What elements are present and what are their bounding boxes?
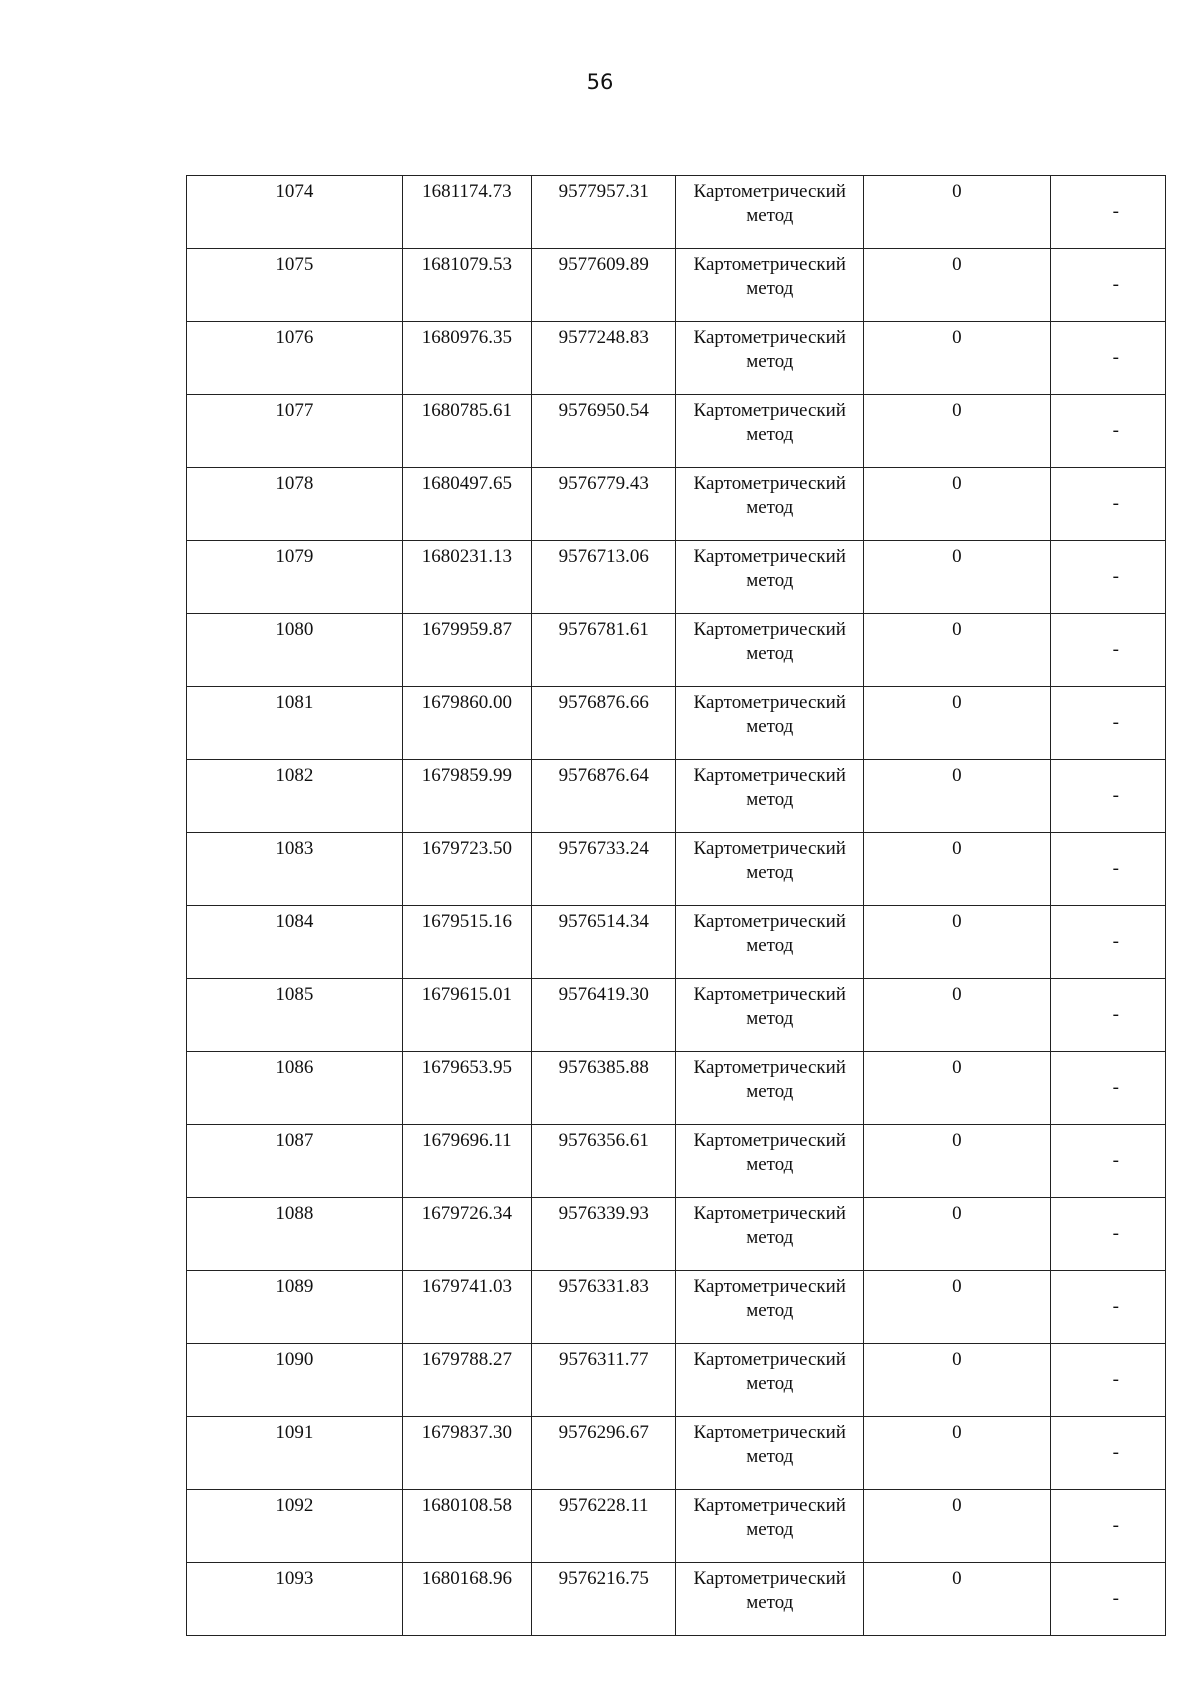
point-number-cell-text: 1082: [275, 765, 314, 786]
x-coordinate-cell-text: 1681174.73: [422, 181, 512, 202]
method-cell: [676, 395, 864, 468]
x-coordinate-cell: [402, 614, 531, 687]
point-number-cell: [187, 1198, 403, 1271]
method-cell: [676, 1417, 864, 1490]
table-row: [187, 249, 1166, 322]
x-coordinate-cell: [402, 541, 531, 614]
point-number-cell-text: 1088: [275, 1203, 314, 1224]
x-coordinate-cell-text: 1680497.65: [421, 473, 512, 494]
point-number-cell-text: 1075: [275, 254, 314, 275]
y-coordinate-cell-text: 9576419.30: [558, 984, 649, 1005]
method-cell: [676, 176, 864, 249]
method-cell-text: Картометрический метод: [693, 181, 846, 226]
point-number-cell-text: 1079: [275, 546, 314, 567]
method-cell: [676, 833, 864, 906]
note-cell: [1050, 833, 1165, 906]
coordinates-table-body: [187, 176, 1166, 1636]
point-number-cell-text: 1081: [275, 692, 314, 713]
x-coordinate-cell-text: 1679726.34: [421, 1203, 512, 1224]
y-coordinate-cell: [532, 249, 676, 322]
table-row: [187, 614, 1166, 687]
error-cell: [864, 176, 1051, 249]
error-cell-text: 0: [952, 1568, 962, 1589]
point-number-cell: [187, 1490, 403, 1563]
note-cell-text: -: [1112, 1004, 1119, 1025]
method-cell-text: Картометрический метод: [693, 254, 846, 299]
note-cell: [1050, 468, 1165, 541]
note-cell: [1050, 906, 1165, 979]
method-cell: [676, 541, 864, 614]
x-coordinate-cell: [402, 249, 531, 322]
x-coordinate-cell: [402, 1344, 531, 1417]
x-coordinate-cell-text: 1680108.58: [421, 1495, 512, 1516]
error-cell-text: 0: [952, 692, 962, 713]
table-row: [187, 1198, 1166, 1271]
method-cell-text: Картометрический метод: [693, 984, 846, 1029]
point-number-cell: [187, 906, 403, 979]
y-coordinate-cell: [532, 322, 676, 395]
note-cell-text: -: [1112, 1077, 1119, 1098]
y-coordinate-cell-text: 9576296.67: [558, 1422, 649, 1443]
error-cell-text: 0: [952, 1349, 962, 1370]
note-cell: [1050, 1490, 1165, 1563]
x-coordinate-cell: [402, 833, 531, 906]
note-cell-text: -: [1112, 1515, 1119, 1536]
method-cell-text: Картометрический метод: [693, 546, 846, 591]
x-coordinate-cell: [402, 1052, 531, 1125]
method-cell-text: Картометрический метод: [693, 692, 846, 737]
x-coordinate-cell-text: 1680168.96: [421, 1568, 512, 1589]
method-cell-text: Картометрический метод: [693, 1203, 846, 1248]
note-cell: [1050, 614, 1165, 687]
point-number-cell-text: 1087: [275, 1130, 314, 1151]
point-number-cell: [187, 833, 403, 906]
error-cell-text: 0: [952, 838, 962, 859]
note-cell-text: -: [1112, 274, 1119, 295]
error-cell: [864, 1344, 1051, 1417]
x-coordinate-cell: [402, 1490, 531, 1563]
y-coordinate-cell-text: 9577248.83: [558, 327, 649, 348]
y-coordinate-cell-text: 9576876.66: [558, 692, 649, 713]
y-coordinate-cell-text: 9576385.88: [558, 1057, 649, 1078]
x-coordinate-cell-text: 1679788.27: [421, 1349, 512, 1370]
x-coordinate-cell: [402, 760, 531, 833]
note-cell-text: -: [1112, 566, 1119, 587]
error-cell: [864, 687, 1051, 760]
error-cell: [864, 395, 1051, 468]
error-cell-text: 0: [952, 473, 962, 494]
note-cell-text: -: [1112, 931, 1119, 952]
point-number-cell: [187, 1563, 403, 1636]
point-number-cell: [187, 541, 403, 614]
method-cell-text: Картометрический метод: [693, 473, 846, 518]
point-number-cell: [187, 760, 403, 833]
error-cell-text: 0: [952, 911, 962, 932]
y-coordinate-cell: [532, 1490, 676, 1563]
error-cell-text: 0: [952, 546, 962, 567]
table-row: [187, 1490, 1166, 1563]
x-coordinate-cell: [402, 1271, 531, 1344]
error-cell: [864, 1563, 1051, 1636]
table-row: [187, 541, 1166, 614]
y-coordinate-cell: [532, 833, 676, 906]
point-number-cell-text: 1084: [275, 911, 314, 932]
y-coordinate-cell: [532, 176, 676, 249]
method-cell-text: Картометрический метод: [693, 1495, 846, 1540]
x-coordinate-cell: [402, 1125, 531, 1198]
error-cell-text: 0: [952, 1130, 962, 1151]
note-cell: [1050, 322, 1165, 395]
note-cell: [1050, 1417, 1165, 1490]
error-cell-text: 0: [952, 1203, 962, 1224]
x-coordinate-cell-text: 1679723.50: [421, 838, 512, 859]
table-row: [187, 1417, 1166, 1490]
x-coordinate-cell-text: 1679837.30: [421, 1422, 512, 1443]
y-coordinate-cell-text: 9576779.43: [558, 473, 649, 494]
method-cell: [676, 760, 864, 833]
method-cell: [676, 1052, 864, 1125]
point-number-cell-text: 1076: [275, 327, 314, 348]
note-cell: [1050, 1125, 1165, 1198]
error-cell: [864, 1052, 1051, 1125]
method-cell-text: Картометрический метод: [693, 400, 846, 445]
method-cell-text: Картометрический метод: [693, 911, 846, 956]
method-cell: [676, 687, 864, 760]
note-cell-text: -: [1112, 1223, 1119, 1244]
note-cell-text: -: [1112, 785, 1119, 806]
table-row: [187, 176, 1166, 249]
point-number-cell: [187, 979, 403, 1052]
x-coordinate-cell-text: 1679696.11: [422, 1130, 512, 1151]
method-cell: [676, 249, 864, 322]
point-number-cell: [187, 614, 403, 687]
error-cell-text: 0: [952, 1422, 962, 1443]
y-coordinate-cell-text: 9576514.34: [558, 911, 649, 932]
x-coordinate-cell: [402, 1417, 531, 1490]
point-number-cell: [187, 249, 403, 322]
x-coordinate-cell-text: 1679959.87: [421, 619, 512, 640]
error-cell-text: 0: [952, 1276, 962, 1297]
note-cell: [1050, 176, 1165, 249]
note-cell-text: -: [1112, 420, 1119, 441]
method-cell-text: Картометрический метод: [693, 327, 846, 372]
method-cell: [676, 468, 864, 541]
method-cell-text: Картометрический метод: [693, 1422, 846, 1467]
point-number-cell-text: 1077: [275, 400, 314, 421]
note-cell-text: -: [1112, 1369, 1119, 1390]
y-coordinate-cell-text: 9576228.11: [558, 1495, 649, 1516]
error-cell-text: 0: [952, 984, 962, 1005]
note-cell: [1050, 979, 1165, 1052]
note-cell: [1050, 687, 1165, 760]
y-coordinate-cell: [532, 1198, 676, 1271]
y-coordinate-cell: [532, 1344, 676, 1417]
table-row: [187, 395, 1166, 468]
y-coordinate-cell: [532, 1052, 676, 1125]
point-number-cell: [187, 687, 403, 760]
note-cell-text: -: [1112, 201, 1119, 222]
table-row: [187, 1052, 1166, 1125]
x-coordinate-cell-text: 1679741.03: [421, 1276, 512, 1297]
error-cell-text: 0: [952, 181, 962, 202]
x-coordinate-cell: [402, 1198, 531, 1271]
point-number-cell: [187, 322, 403, 395]
point-number-cell-text: 1092: [275, 1495, 314, 1516]
x-coordinate-cell-text: 1680231.13: [421, 546, 512, 567]
note-cell: [1050, 1052, 1165, 1125]
x-coordinate-cell-text: 1679515.16: [421, 911, 512, 932]
y-coordinate-cell-text: 9576216.75: [558, 1568, 649, 1589]
y-coordinate-cell: [532, 1125, 676, 1198]
method-cell: [676, 906, 864, 979]
point-number-cell-text: 1091: [275, 1422, 314, 1443]
point-number-cell: [187, 1125, 403, 1198]
note-cell-text: -: [1112, 347, 1119, 368]
error-cell: [864, 1271, 1051, 1344]
point-number-cell: [187, 468, 403, 541]
table-row: [187, 322, 1166, 395]
x-coordinate-cell: [402, 979, 531, 1052]
point-number-cell-text: 1078: [275, 473, 314, 494]
x-coordinate-cell-text: 1681079.53: [421, 254, 512, 275]
method-cell: [676, 1490, 864, 1563]
error-cell: [864, 249, 1051, 322]
error-cell-text: 0: [952, 254, 962, 275]
y-coordinate-cell: [532, 395, 676, 468]
x-coordinate-cell-text: 1679615.01: [421, 984, 512, 1005]
point-number-cell-text: 1074: [275, 181, 314, 202]
error-cell: [864, 541, 1051, 614]
note-cell-text: -: [1112, 858, 1119, 879]
point-number-cell: [187, 1344, 403, 1417]
note-cell: [1050, 249, 1165, 322]
y-coordinate-cell: [532, 1563, 676, 1636]
error-cell: [864, 760, 1051, 833]
method-cell-text: Картометрический метод: [693, 1349, 846, 1394]
point-number-cell-text: 1086: [275, 1057, 314, 1078]
error-cell: [864, 1198, 1051, 1271]
page-number: 56: [586, 70, 614, 94]
y-coordinate-cell-text: 9576713.06: [558, 546, 649, 567]
point-number-cell: [187, 395, 403, 468]
method-cell: [676, 1125, 864, 1198]
point-number-cell: [187, 176, 403, 249]
y-coordinate-cell: [532, 541, 676, 614]
y-coordinate-cell: [532, 760, 676, 833]
error-cell: [864, 979, 1051, 1052]
note-cell: [1050, 1271, 1165, 1344]
method-cell-text: Картометрический метод: [693, 1276, 846, 1321]
note-cell-text: -: [1112, 1588, 1119, 1609]
point-number-cell-text: 1085: [275, 984, 314, 1005]
note-cell: [1050, 1344, 1165, 1417]
method-cell-text: Картометрический метод: [693, 619, 846, 664]
y-coordinate-cell-text: 9576781.61: [558, 619, 649, 640]
note-cell: [1050, 395, 1165, 468]
x-coordinate-cell-text: 1679859.99: [421, 765, 512, 786]
error-cell: [864, 1125, 1051, 1198]
point-number-cell-text: 1090: [275, 1349, 314, 1370]
note-cell-text: -: [1112, 1442, 1119, 1463]
method-cell: [676, 1344, 864, 1417]
y-coordinate-cell: [532, 1271, 676, 1344]
note-cell: [1050, 541, 1165, 614]
error-cell: [864, 322, 1051, 395]
table-row: [187, 1563, 1166, 1636]
error-cell: [864, 906, 1051, 979]
y-coordinate-cell-text: 9577957.31: [558, 181, 649, 202]
error-cell-text: 0: [952, 765, 962, 786]
error-cell: [864, 468, 1051, 541]
method-cell-text: Картометрический метод: [693, 838, 846, 883]
y-coordinate-cell: [532, 468, 676, 541]
point-number-cell: [187, 1271, 403, 1344]
point-number-cell-text: 1083: [275, 838, 314, 859]
method-cell: [676, 1271, 864, 1344]
point-number-cell: [187, 1417, 403, 1490]
y-coordinate-cell-text: 9576733.24: [558, 838, 649, 859]
error-cell-text: 0: [952, 619, 962, 640]
y-coordinate-cell: [532, 979, 676, 1052]
x-coordinate-cell: [402, 176, 531, 249]
table-row: [187, 833, 1166, 906]
x-coordinate-cell-text: 1680976.35: [421, 327, 512, 348]
table-row: [187, 687, 1166, 760]
table-row: [187, 979, 1166, 1052]
y-coordinate-cell-text: 9576876.64: [558, 765, 649, 786]
table-row: [187, 1271, 1166, 1344]
table-row: [187, 1344, 1166, 1417]
point-number-cell: [187, 1052, 403, 1125]
note-cell-text: -: [1112, 639, 1119, 660]
y-coordinate-cell-text: 9576950.54: [558, 400, 649, 421]
y-coordinate-cell-text: 9577609.89: [558, 254, 649, 275]
note-cell-text: -: [1112, 712, 1119, 733]
x-coordinate-cell-text: 1679860.00: [421, 692, 512, 713]
table-row: [187, 468, 1166, 541]
coordinates-table: [186, 175, 1166, 1636]
table-row: [187, 906, 1166, 979]
table-row: [187, 760, 1166, 833]
y-coordinate-cell-text: 9576356.61: [558, 1130, 649, 1151]
error-cell-text: 0: [952, 400, 962, 421]
error-cell-text: 0: [952, 1057, 962, 1078]
x-coordinate-cell-text: 1680785.61: [421, 400, 512, 421]
method-cell-text: Картометрический метод: [693, 765, 846, 810]
method-cell: [676, 979, 864, 1052]
y-coordinate-cell-text: 9576339.93: [558, 1203, 649, 1224]
point-number-cell-text: 1089: [275, 1276, 314, 1297]
x-coordinate-cell: [402, 322, 531, 395]
y-coordinate-cell: [532, 614, 676, 687]
y-coordinate-cell: [532, 906, 676, 979]
method-cell-text: Картометрический метод: [693, 1130, 846, 1175]
error-cell-text: 0: [952, 1495, 962, 1516]
note-cell: [1050, 1198, 1165, 1271]
x-coordinate-cell: [402, 468, 531, 541]
y-coordinate-cell-text: 9576311.77: [558, 1349, 649, 1370]
note-cell-text: -: [1112, 1150, 1119, 1171]
x-coordinate-cell: [402, 906, 531, 979]
note-cell-text: -: [1112, 1296, 1119, 1317]
method-cell-text: Картометрический метод: [693, 1568, 846, 1613]
error-cell: [864, 614, 1051, 687]
x-coordinate-cell-text: 1679653.95: [421, 1057, 512, 1078]
note-cell-text: -: [1112, 493, 1119, 514]
method-cell: [676, 1198, 864, 1271]
method-cell: [676, 1563, 864, 1636]
note-cell: [1050, 1563, 1165, 1636]
table-row: [187, 1125, 1166, 1198]
y-coordinate-cell: [532, 1417, 676, 1490]
error-cell: [864, 833, 1051, 906]
error-cell: [864, 1417, 1051, 1490]
point-number-cell-text: 1080: [275, 619, 314, 640]
method-cell: [676, 322, 864, 395]
note-cell: [1050, 760, 1165, 833]
method-cell: [676, 614, 864, 687]
error-cell-text: 0: [952, 327, 962, 348]
method-cell-text: Картометрический метод: [693, 1057, 846, 1102]
x-coordinate-cell: [402, 395, 531, 468]
x-coordinate-cell: [402, 687, 531, 760]
y-coordinate-cell-text: 9576331.83: [558, 1276, 649, 1297]
point-number-cell-text: 1093: [275, 1568, 314, 1589]
error-cell: [864, 1490, 1051, 1563]
x-coordinate-cell: [402, 1563, 531, 1636]
y-coordinate-cell: [532, 687, 676, 760]
